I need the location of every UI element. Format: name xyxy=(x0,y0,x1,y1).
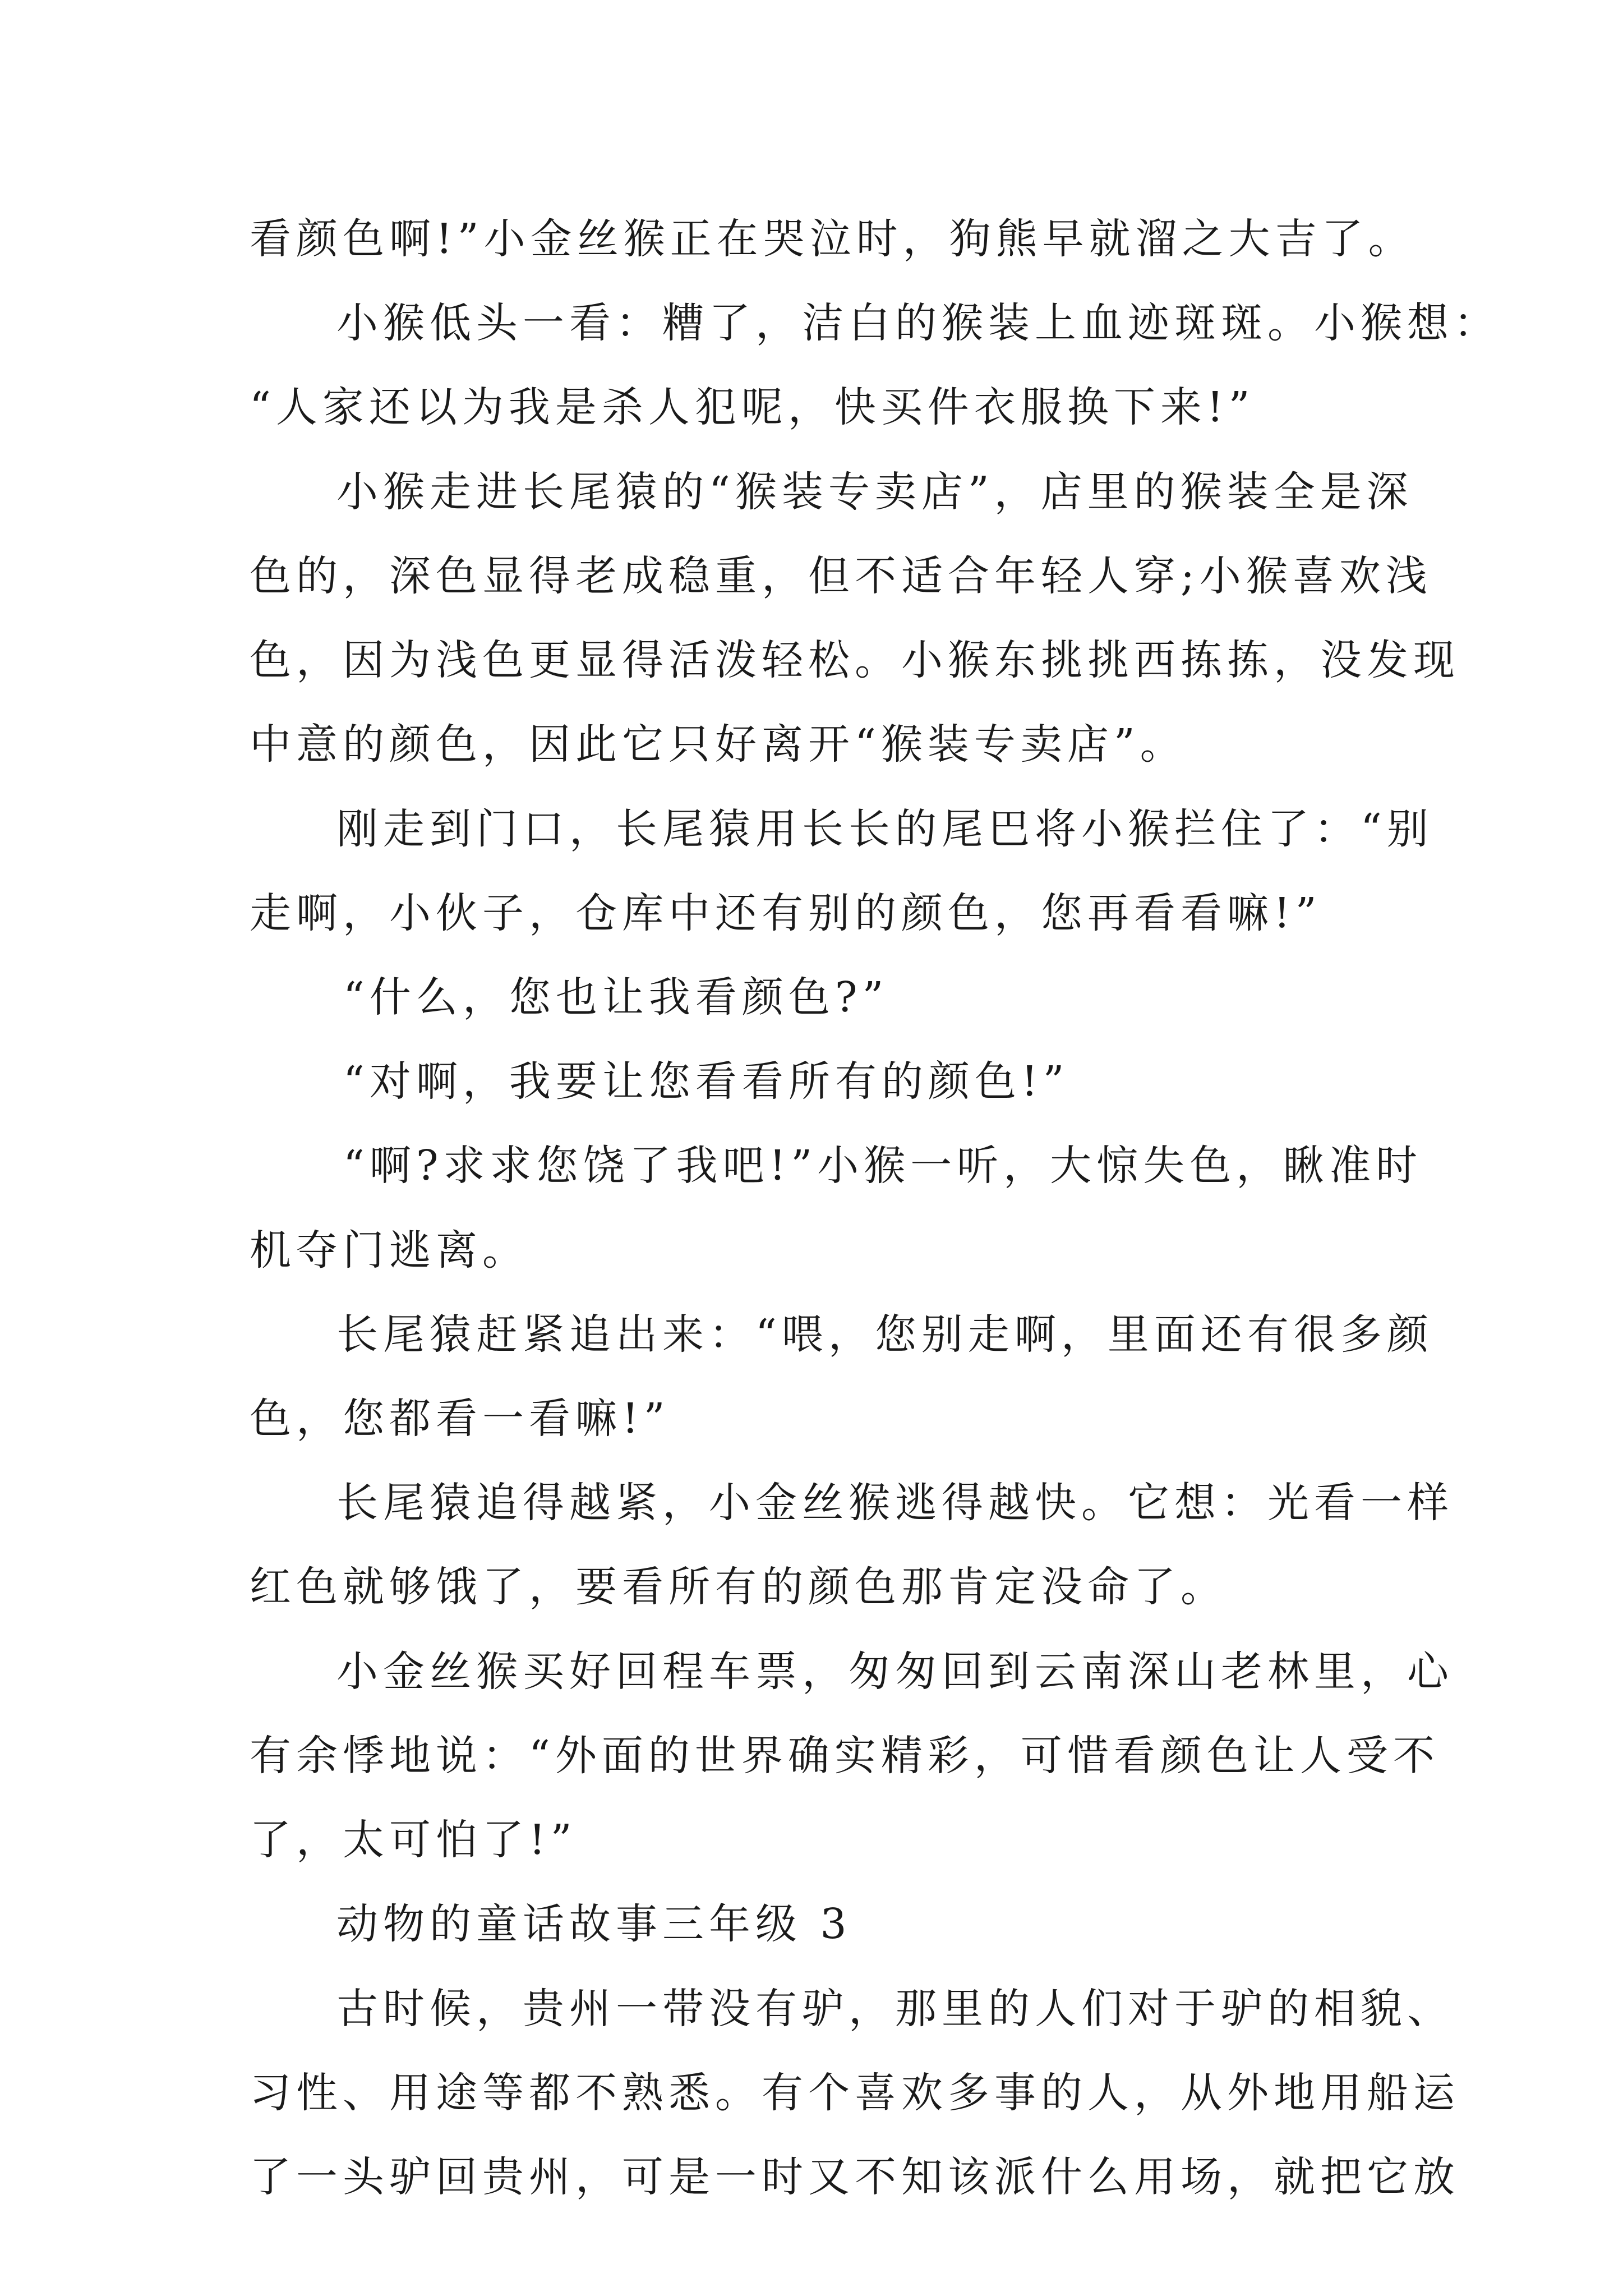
text-line: 色的，深色显得老成稳重，但不适合年轻人穿;小猴喜欢浅 xyxy=(250,552,1432,600)
text-line: “对啊，我要让您看看所有的颜色!” xyxy=(343,1057,1069,1106)
text-line: 古时候，贵州一带没有驴，那里的人们对于驴的相貌、 xyxy=(336,1985,1454,2033)
text-line: 小猴低头一看：糟了，洁白的猴装上血迹斑斑。小猴想： xyxy=(336,299,1500,347)
text-line: 长尾猿赶紧追出来：“喂，您别走啊，里面还有很多颜 xyxy=(336,1310,1433,1359)
text-line: 红色就够饿了，要看所有的颜色那肯定没命了。 xyxy=(250,1563,1227,1611)
text-line: 色，因为浅色更显得活泼轻松。小猴东挑挑西拣拣，没发现 xyxy=(250,636,1460,684)
text-line: “什么，您也让我看颜色?” xyxy=(343,973,889,1022)
text-line: 机夺门逃离。 xyxy=(250,1226,529,1274)
text-line: 有余悸地说：“外面的世界确实精彩，可惜看颜色让人受不 xyxy=(250,1732,1440,1780)
text-line: 了一头驴回贵州，可是一时又不知该派什么用场，就把它放 xyxy=(250,2153,1460,2201)
text-line: 长尾猿追得越紧，小金丝猴逃得越快。它想：光看一样 xyxy=(336,1479,1454,1527)
text-line: 小猴走进长尾猿的“猴装专卖店”，店里的猴装全是深 xyxy=(336,468,1413,516)
text-line: 小金丝猴买好回程车票，匆匆回到云南深山老林里，心 xyxy=(336,1648,1454,1696)
text-line: 色，您都看一看嘛!” xyxy=(250,1395,670,1443)
text-line: “啊?求求您饶了我吧!”小猴一听，大惊失色，瞅准时 xyxy=(343,1142,1423,1190)
text-line: 中意的颜色，因此它只好离开“猴装专卖店”。 xyxy=(250,720,1187,769)
text-line: 了，太可怕了!” xyxy=(250,1816,577,1864)
section-heading: 动物的童话故事三年级 3 xyxy=(336,1900,852,1948)
text-line: 走啊，小伙子，仓库中还有别的颜色，您再看看嘛!” xyxy=(250,889,1322,937)
text-line: 习性、用途等都不熟悉。有个喜欢多事的人，从外地用船运 xyxy=(250,2069,1460,2117)
text-line: “人家还以为我是杀人犯呢，快买件衣服换下来!” xyxy=(250,383,1255,431)
text-line: 刚走到门口，长尾猿用长长的尾巴将小猴拦住了：“别 xyxy=(336,805,1433,853)
text-line: 看颜色啊!”小金丝猴正在哭泣时，狗熊早就溜之大吉了。 xyxy=(250,215,1415,263)
